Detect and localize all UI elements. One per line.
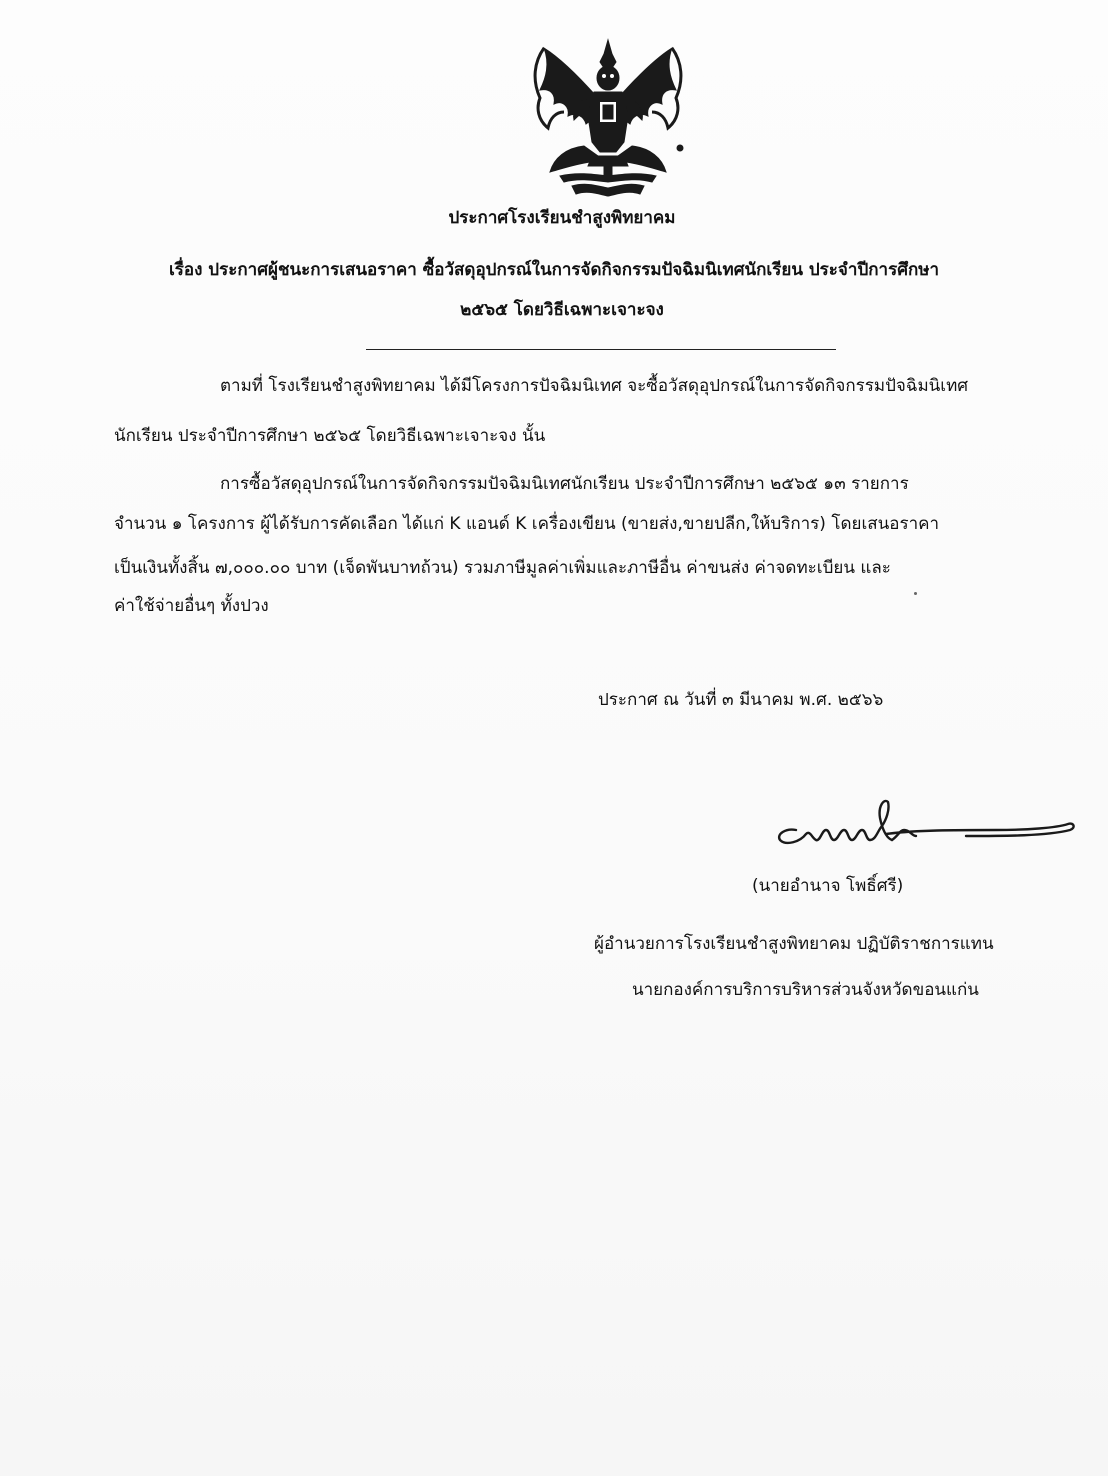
- announcement-subject: เรื่อง ประกาศผู้ชนะการเสนอราคา ซื้อวัสดุอุปกรณ์ในการจัดกิจกรรมปัจฉิมนิเทศนักเรียน ประจำปีการศึกษา: [168, 260, 940, 280]
- paragraph2-line4: ค่าใช้จ่ายอื่นๆ ทั้งปวง: [114, 596, 269, 616]
- paragraph2-line2: จำนวน ๑ โครงการ ผู้ได้รับการคัดเลือก ได้แก่ K แอนด์ K เครื่องเขียน (ขายส่ง,ขายปลีก,ให้บริการ) โดยเสนอราคา: [114, 514, 940, 534]
- announcement-date: ประกาศ ณ วันที่ ๓ มีนาคม พ.ศ. ๒๕๖๖: [598, 690, 884, 710]
- signature-icon: [766, 790, 1082, 854]
- paragraph2-line1: การซื้อวัสดุอุปกรณ์ในการจัดกิจกรรมปัจฉิมนิเทศนักเรียน ประจำปีการศึกษา ๒๕๖๕ ๑๓ รายการ: [220, 474, 909, 494]
- announcement-subject-continued: ๒๕๖๕ โดยวิธีเฉพาะเจาะจง: [460, 300, 664, 320]
- title-divider: [366, 349, 836, 350]
- signer-position-line2: นายกองค์การบริการบริหารส่วนจังหวัดขอนแก่น: [632, 980, 979, 1000]
- signer-position-line1: ผู้อำนวยการโรงเรียนชำสูงพิทยาคม ปฏิบัติราชการแทน: [594, 934, 994, 954]
- paragraph1-line1: ตามที่ โรงเรียนชำสูงพิทยาคม ได้มีโครงการปัจฉิมนิเทศ จะซื้อวัสดุอุปกรณ์ในการจัดกิจกรรมปัจฉิมนิเทศ: [220, 376, 969, 396]
- signer-name: (นายอำนาจ โพธิ์ศรี): [752, 876, 904, 896]
- garuda-emblem-icon: [520, 38, 696, 202]
- paragraph1-line2: นักเรียน ประจำปีการศึกษา ๒๕๖๕ โดยวิธีเฉพาะเจาะจง นั้น: [114, 426, 546, 446]
- speck: [914, 592, 917, 595]
- paragraph2-line3: เป็นเงินทั้งสิ้น ๗,๐๐๐.๐๐ บาท (เจ็ดพันบาทถ้วน) รวมภาษีมูลค่าเพิ่มและภาษีอื่น ค่าขนส่ง ค่าจดทะเบียน และ: [114, 558, 891, 578]
- announcement-title: ประกาศโรงเรียนชำสูงพิทยาคม: [448, 208, 676, 228]
